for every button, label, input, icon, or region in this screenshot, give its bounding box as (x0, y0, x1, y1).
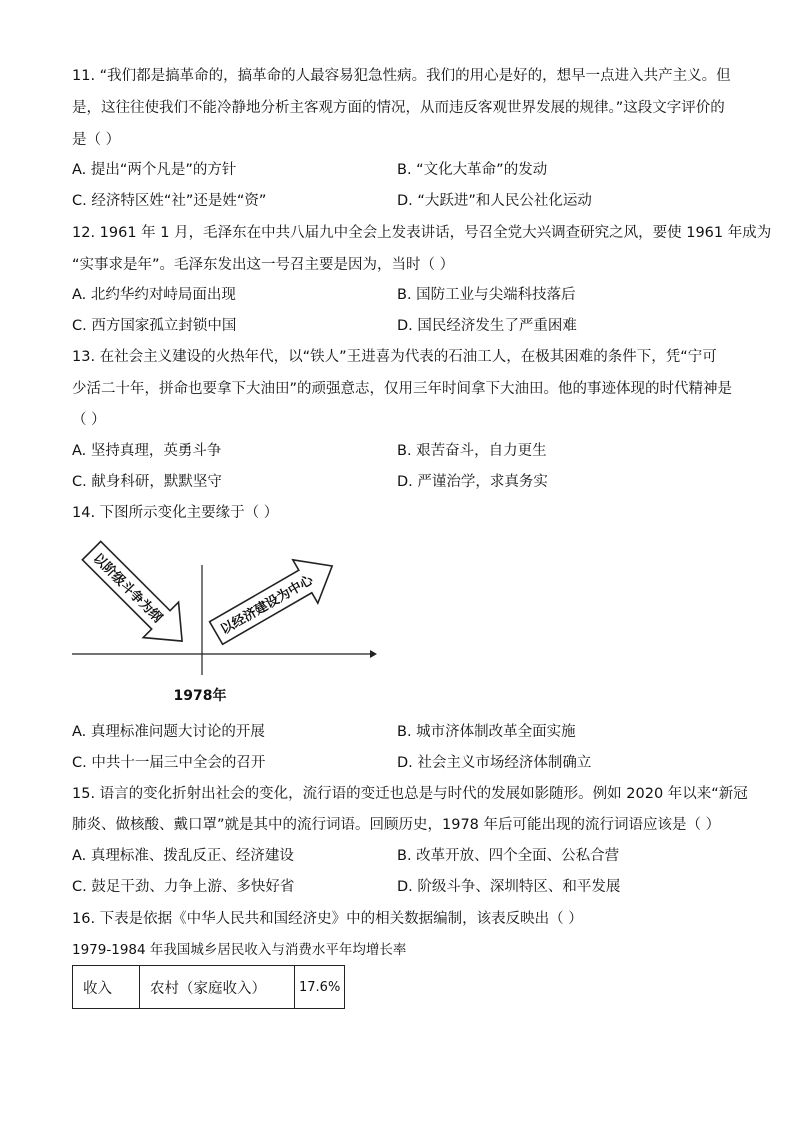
q14-option-d[interactable]: D. 社会主义市场经济体制确立 (397, 755, 592, 771)
q15-stem-line2: 肺炎、做核酸、戴口罩”就是其中的流行词语。回顾历史，1978 年后可能出现的流行词语应该是（ ） (72, 817, 721, 833)
left-arrow (74, 535, 200, 659)
axis-arrowhead (370, 650, 377, 658)
q15-option-b[interactable]: B. 改革开放、四个全面、公私合营 (397, 848, 620, 864)
data-table (72, 965, 345, 1009)
table-cell-rural: 农村（家庭收入） (140, 966, 295, 1009)
q11-stem-line3: 是（ ） (72, 132, 121, 148)
q14-stem: 14. 下图所示变化主要缘于（ ） (72, 505, 279, 521)
q11-stem-line2: 是，这往往使我们不能冷静地分析主客观方面的情况，从而违反客观世界发展的规律。”这段文字评价的 (72, 100, 725, 116)
q11-stem-line1: 11. “我们都是搞革命的，搞革命的人最容易犯急性病。我们的用心是好的，想早一点进入共产主义。但 (72, 68, 731, 84)
q11-option-d[interactable]: D. “大跃进”和人民公社化运动 (397, 193, 592, 209)
q11-option-c[interactable]: C. 经济特区姓“社”还是姓“资” (72, 193, 267, 209)
q13-option-b[interactable]: B. 艰苦奋斗，自力更生 (397, 443, 547, 459)
q11-option-a[interactable]: A. 提出“两个凡是”的方针 (72, 162, 237, 178)
q15-stem-line1: 15. 语言的变化折射出社会的变化，流行语的变迁也总是与时代的发展如影随形。例如 2020 年以来“新冠 (72, 786, 748, 802)
right-arrow-label: 以经济建设为中心 (218, 572, 316, 638)
q11-option-b[interactable]: B. “文化大革命”的发动 (397, 162, 548, 178)
q12-option-b[interactable]: B. 国防工业与尖端科技落后 (397, 287, 576, 303)
q12-option-d[interactable]: D. 国民经济发生了严重困难 (397, 318, 577, 334)
q15-option-a[interactable]: A. 真理标准、拨乱反正、经济建设 (72, 848, 294, 864)
q12-stem-line2: “实事求是年”。毛泽东发出这一号召主要是因为，当时（ ） (72, 257, 455, 273)
table-caption: 1979-1984 年我国城乡居民收入与消费水平年均增长率 (72, 942, 407, 958)
q14-option-c[interactable]: C. 中共十一届三中全会的召开 (72, 755, 266, 771)
table-row (73, 966, 345, 1009)
table-cell-rate: 17.6% (295, 966, 345, 1009)
q14-figure (70, 535, 390, 705)
q16-stem: 16. 下表是依据《中华人民共和国经济史》中的相关数据编制，该表反映出（ ） (72, 911, 583, 927)
year-label: 1978年 (173, 688, 227, 704)
q12-option-c[interactable]: C. 西方国家孤立封锁中国 (72, 318, 237, 334)
table-cell-income: 收入 (73, 966, 140, 1009)
q13-option-d[interactable]: D. 严谨治学，求真务实 (397, 474, 548, 490)
q14-option-b[interactable]: B. 城市济体制改革全面实施 (397, 724, 576, 740)
right-arrow (204, 544, 345, 654)
q12-option-a[interactable]: A. 北约华约对峙局面出现 (72, 287, 236, 303)
q13-option-a[interactable]: A. 坚持真理，英勇斗争 (72, 443, 222, 459)
q15-option-c[interactable]: C. 鼓足干劲、力争上游、多快好省 (72, 879, 295, 895)
q15-option-d[interactable]: D. 阶级斗争、深圳特区、和平发展 (397, 879, 621, 895)
q14-option-a[interactable]: A. 真理标准问题大讨论的开展 (72, 724, 265, 740)
q13-stem-line3: （ ） (72, 412, 106, 428)
q13-stem-line1: 13. 在社会主义建设的火热年代，以“铁人”王进喜为代表的石油工人，在极其困难的条件下，凭“宁可 (72, 349, 717, 365)
left-arrow-label: 以阶级斗争为纲 (89, 550, 165, 626)
q13-stem-line2: 少活二十年，拼命也要拿下大油田”的顽强意志，仅用三年时间拿下大油田。他的事迹体现的时代精神是 (72, 381, 733, 397)
q12-stem-line1: 12. 1961 年 1 月，毛泽东在中共八届九中全会上发表讲话，号召全党大兴调查研究之风，要使 1961 年成为 (72, 225, 772, 241)
q13-option-c[interactable]: C. 献身科研，默默坚守 (72, 474, 222, 490)
